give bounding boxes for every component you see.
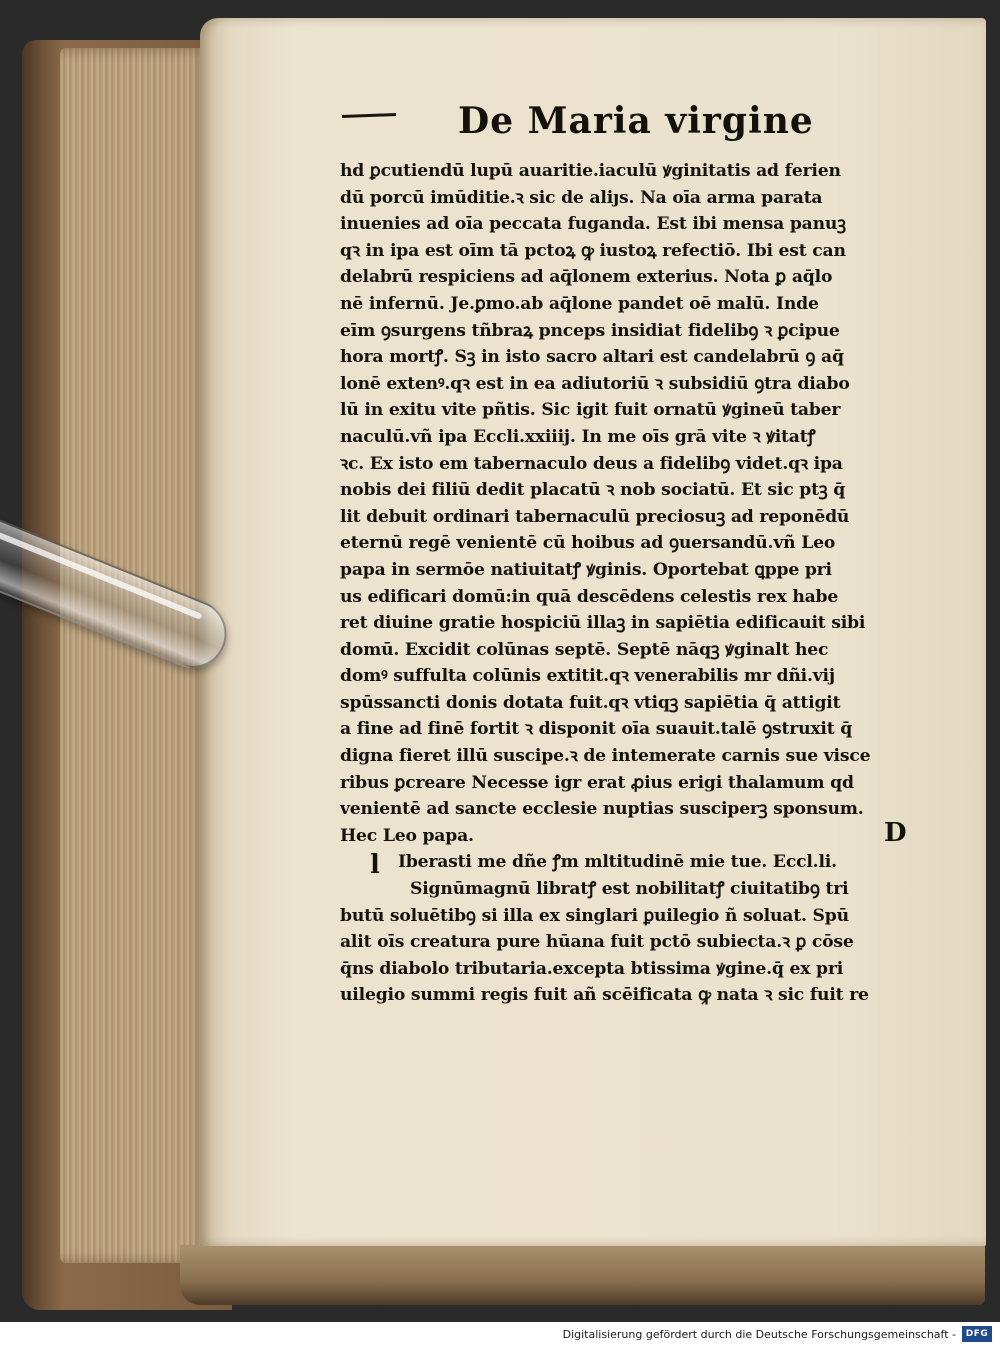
text-line: venientē ad sancte ecclesie nuptias susciperꝫ sponsum.: [340, 799, 864, 820]
text-line: inuenies ad oīa peccata fuganda. Est ibi mensa panuꝫ: [340, 214, 846, 235]
text-line: nobis dei filiū dedit placatū ꝛ nob sociatū. Et sic ptꝫ q̄: [340, 480, 846, 501]
text-line: papa in sermōe natiuitatꝭ ꝟginis. Oportebat ꝗppe pri: [340, 559, 832, 580]
text-line: a fine ad finē fortit ꝛ disponit oīa suauit.talē ꝯstruxit q̄: [340, 719, 853, 740]
text-line: q̄ns diabolo tributaria.excepta btissima ꝟgine.q̄ ex pri: [340, 958, 844, 979]
text-line: alit oīs creatura pure hūana fuit pctō subiecta.ꝛ ꝑ cōse: [340, 932, 854, 953]
text-line: ꝛc. Ex isto em tabernaculo deus a fidelibꝯ videt.qꝛ ipa: [340, 453, 843, 474]
header-rule: [342, 113, 396, 118]
funding-credit: Digitalisierung gefördert durch die Deutsche Forschungsgemeinschaft -: [562, 1328, 956, 1341]
page-header: [338, 100, 918, 148]
text-line: lū in exitu vite pñtis. Sic igit fuit ornatū ꝟgineū taber: [340, 400, 841, 421]
book-bottom-edge: [180, 1245, 985, 1305]
running-head: De Maria virgine: [458, 100, 814, 142]
text-line: Iberasti me dñe ꝭm mltitudinē mie tue. Eccl.li.: [398, 852, 837, 873]
dfg-logo: DFG: [962, 1326, 992, 1342]
text-line: spūssancti donis dotata fuit.qꝛ vtiqꝫ sapiētia q̄ attigit: [340, 692, 841, 713]
text-line: ribus ꝑcreare Necesse igr erat ꝓius erigi thalamum qd: [340, 772, 854, 793]
text-line: hora mortꝭ. Sꝫ in isto sacro altari est candelabrū ꝯ aq̄: [340, 347, 844, 368]
text-line: lonē extenꝰ.qꝛ est in ea adiutoriū ꝛ subsidiū ꝯtra diabo: [340, 373, 850, 394]
text-line: dū porcū imūditie.ꝛ sic de aliȷs. Na oīa arma parata: [340, 187, 823, 208]
text-line: hd ꝑcutiendū lupū auaritie.iaculū ꝟginitatis ad ferien: [340, 161, 841, 181]
guide-letter: l: [370, 850, 380, 880]
text-line: eternū regē venientē cū hoibus ad ꝯuersandū.vñ Leo: [340, 533, 836, 554]
footer-bar: [0, 1322, 1000, 1347]
text-line: naculū.vñ ipa Eccli.xxiiij. In me oīs grā vite ꝛ ꝟitatꝭ: [340, 426, 816, 447]
text-line: us edificari domū:in quā descēdens celestis rex habe: [340, 586, 839, 607]
text-line: uilegio summi regis fuit añ scēificata ꝙ nata ꝛ sic fuit re: [340, 985, 869, 1006]
text-line: digna fieret illū suscipe.ꝛ de intemerate carnis sue visce: [340, 746, 871, 767]
text-line: qꝛ in ipa est oīm tā pctoꝝ ꝙ iustoꝝ refectiō. Ibi est can: [340, 240, 846, 261]
text-line: Signūmagnū libratꝭ est nobilitatꝭ ciuitatibꝯ tri: [410, 879, 849, 900]
text-line: nē infernū. Je.ꝑmo.ab aq̄lone pandet oē malū. Inde: [340, 293, 819, 314]
text-line: domꝰ suffulta colūnis extitit.qꝛ venerabilis mr dñi.vij: [340, 666, 835, 687]
text-line: delabrū respiciens ad aq̄lonem exterius. Nota ꝑ aq̄lo: [340, 267, 833, 288]
margin-mark: D: [884, 818, 907, 848]
text-line: ret diuine gratie hospiciū illaꝫ in sapiētia edificauit sibi: [340, 613, 866, 634]
text-line: Hec Leo papa.: [340, 825, 474, 846]
text-line: butū soluētibꝯ si illa ex singlari ꝑuilegio ñ soluat. Spū: [340, 905, 849, 926]
text-line: eīm ꝯsurgens tñbraꝝ pnceps insidiat fidelibꝯ ꝛ ꝑcipue: [340, 320, 840, 341]
body-text: [340, 158, 920, 1009]
text-line: domū. Excidit colūnas septē. Septē nāqꝫ ꝟginalt hec: [340, 639, 829, 660]
text-line: lit debuit ordinari tabernaculū preciosuꝫ ad reponēdū: [340, 506, 850, 527]
